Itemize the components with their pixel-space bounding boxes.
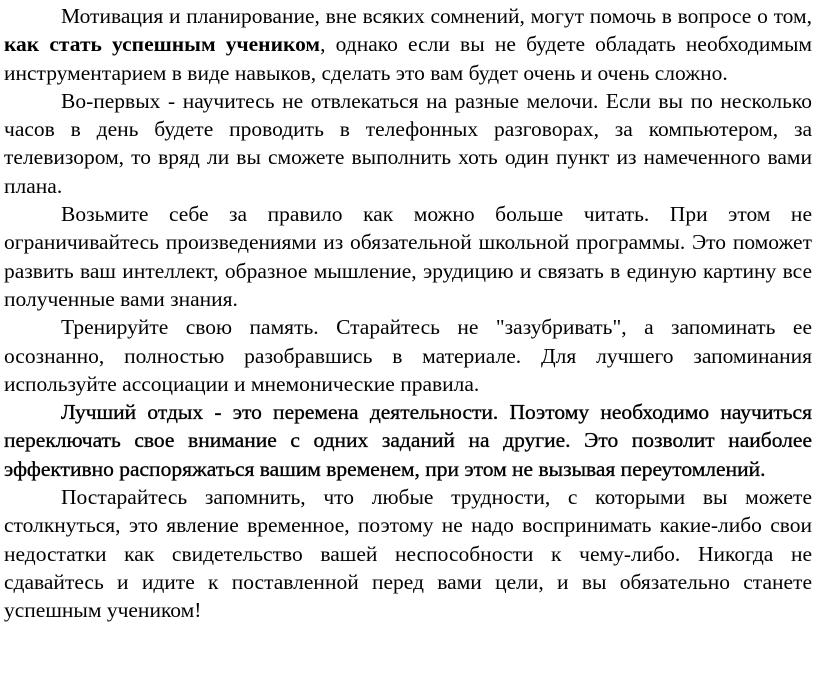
paragraph-intro (4, 2, 812, 87)
intro-text-start: Мотивация и планирование, вне всяких сомнений, могут помочь в вопросе о том, (61, 4, 812, 28)
paragraph-reading: Возьмите себе за правило как можно больше читать. При этом не ограничивайтесь произведениями из обязательной школьной программы. Это поможет развить ваш интеллект, образное мышление, эрудицию и связать в единую картину все полученные вами знания. (4, 202, 812, 311)
paragraph-memory: Тренируйте свою память. Старайтесь не "зазубривать", а запоминать ее осознанно, полностью разобравшись в материале. Для лучшего запоминания используйте ассоциации и мнемонические правила. (4, 315, 812, 396)
paragraph-conclusion: Постарайтесь запомнить, что любые трудности, с которыми вы можете столкнуться, это явление временное, поэтому не надо воспринимать какие-либо свои недостатки как свидетельство вашей неспособности к чему-либо. Никогда не сдавайтесь и идите к поставленной перед вами цели, и вы обязательно станете успешным учеником! (4, 485, 812, 623)
intro-bold-phrase: как стать успешным учеником (4, 32, 321, 57)
paragraph-distractions: Во-первых - научитесь не отвлекаться на разные мелочи. Если вы по несколько часов в день будете проводить в телефонных разговорах, за компьютером, за телевизором, то вряд ли вы сможете выполнить хоть один пункт из намеченного вами плана. (4, 88, 812, 198)
intro-text-end: , однако если вы не будете обладать необходимым инструментарием в виде навыков, сделать это вам будет очень и очень сложно. (4, 32, 812, 85)
paragraph-rest: Лучший отдых - это перемена деятельности. Поэтому необходимо научиться переключать свое внимание с одних заданий на другие. Это позволит наиболее эффективно распоряжаться вашим временем, при этом не вызывая переутомлений. (4, 400, 812, 481)
